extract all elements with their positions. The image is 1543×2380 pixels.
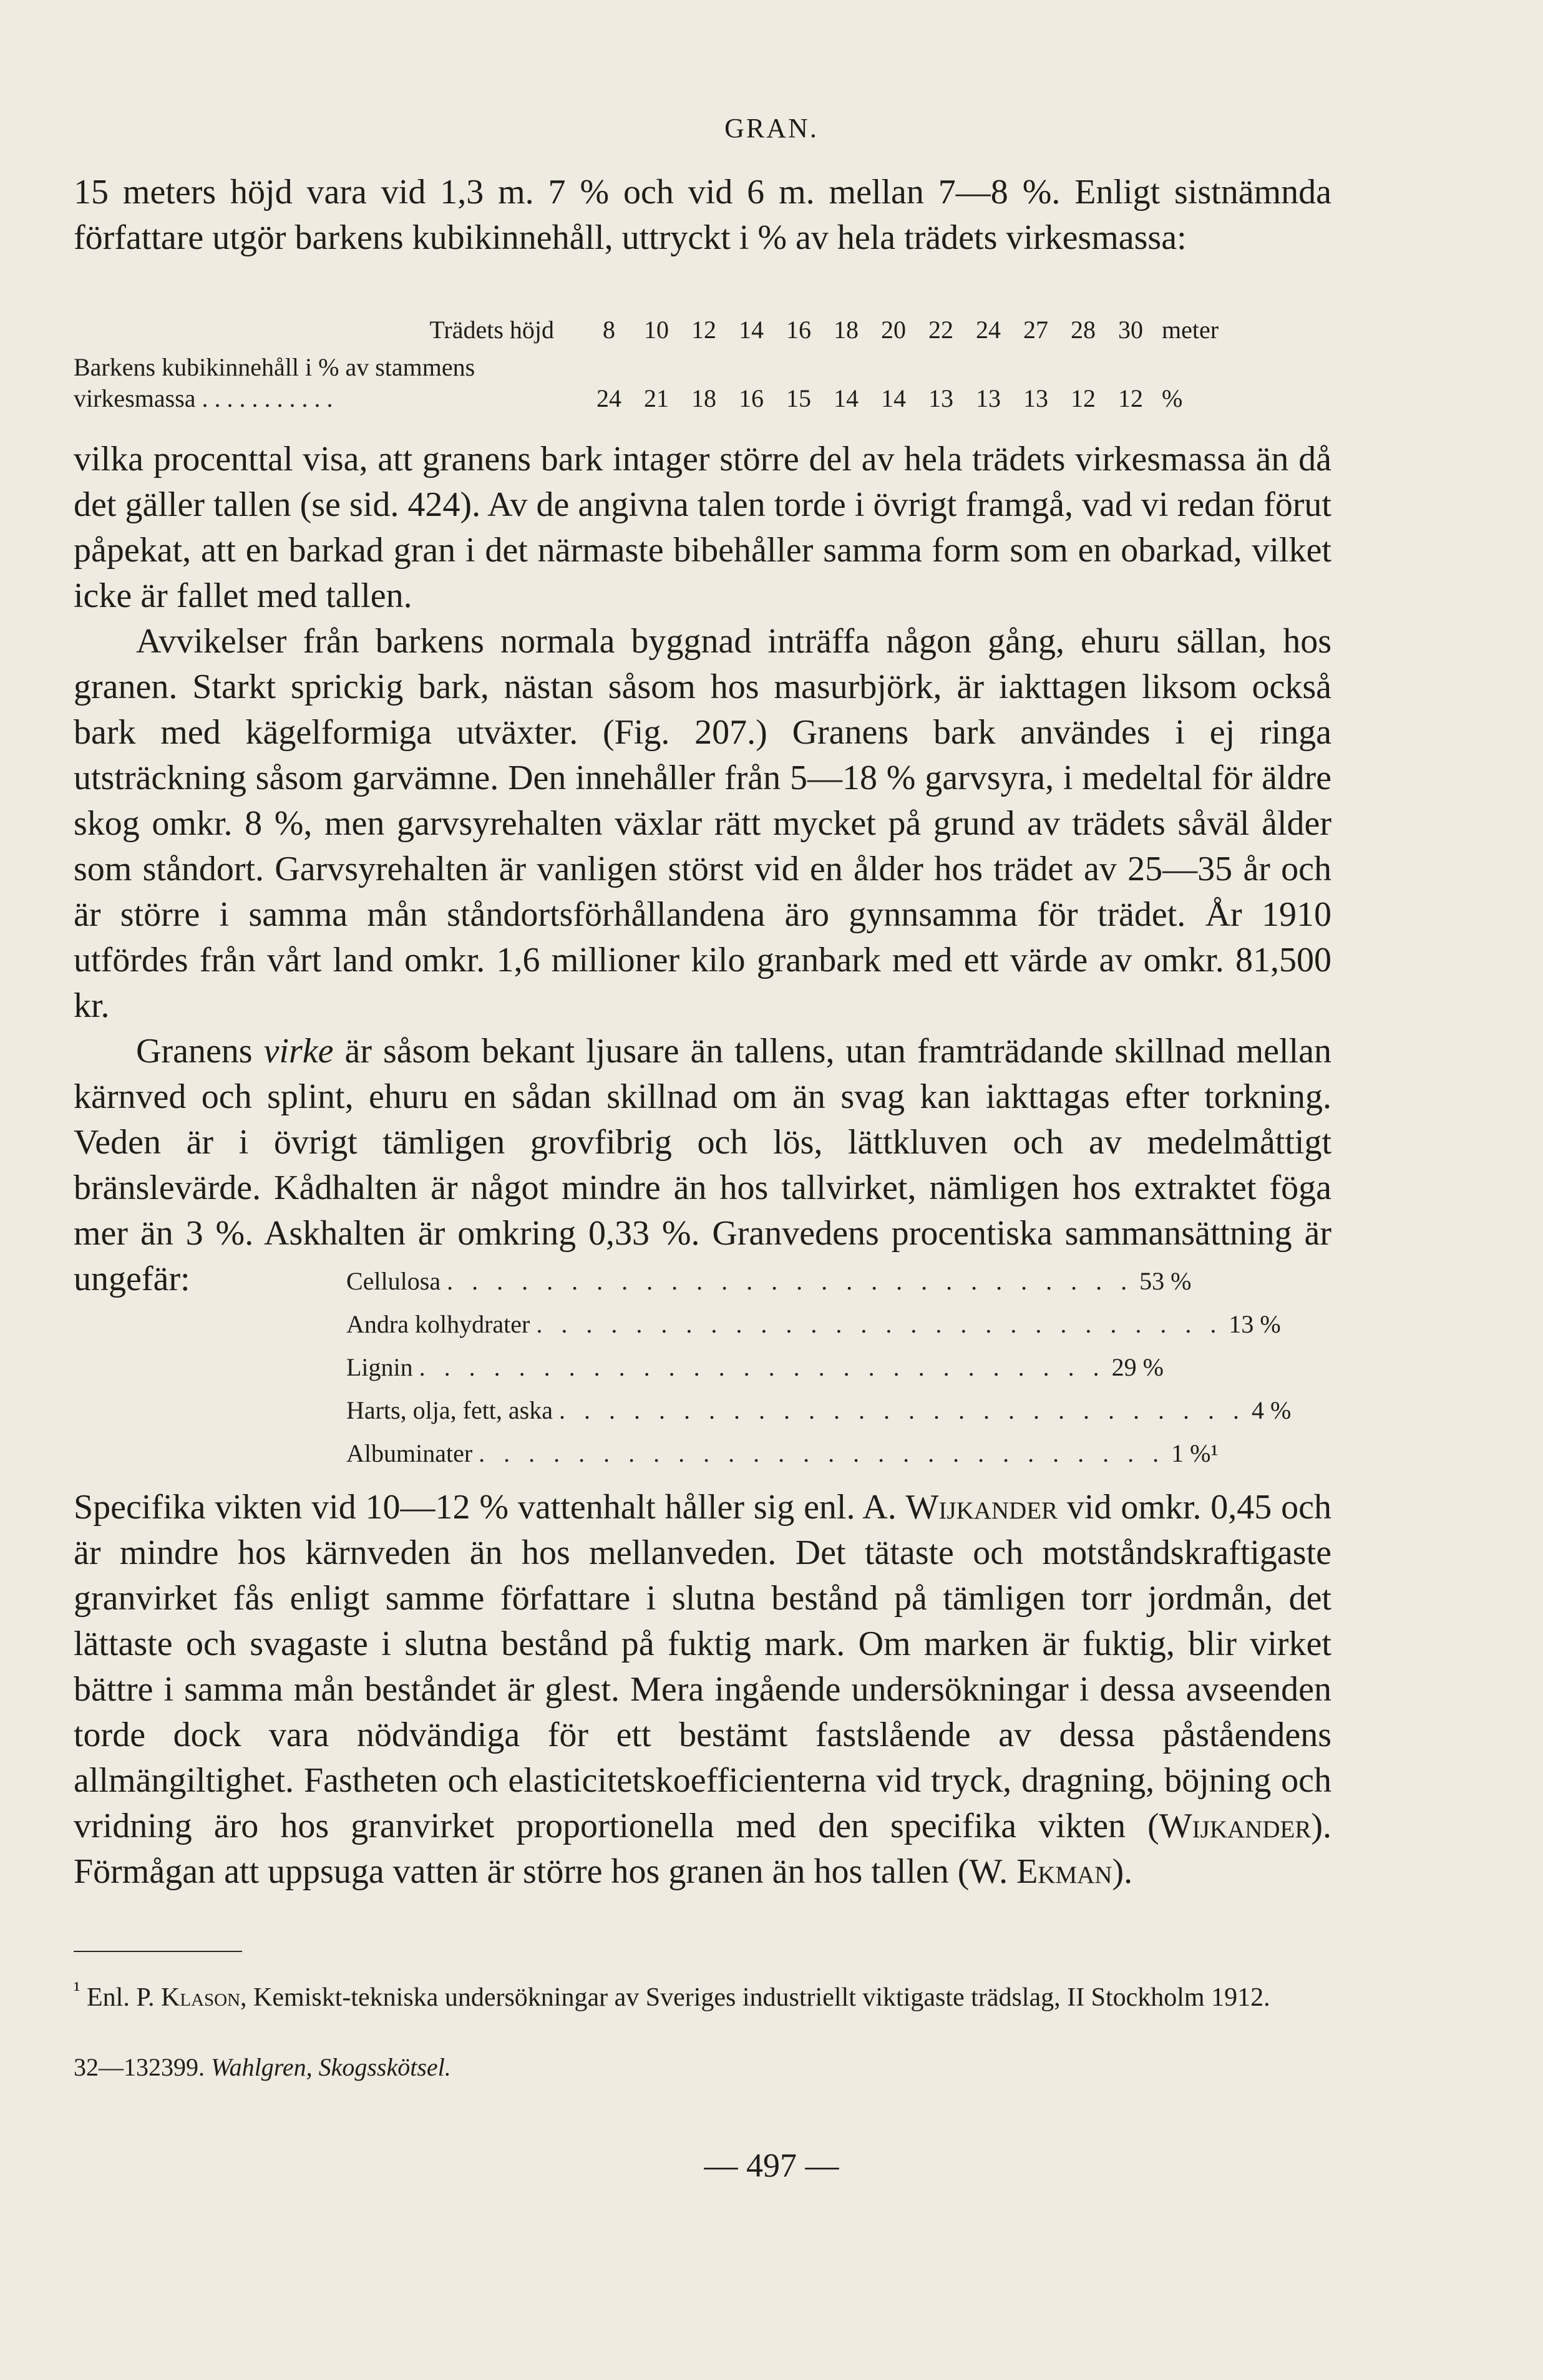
unit-label: meter <box>1162 316 1219 344</box>
leader-dots: . . . . . . . . . . . . . . . . . . . . . . . . . . . . <box>559 1396 1245 1424</box>
table-cell: 12 <box>1071 384 1096 412</box>
table-cell: 20 <box>881 316 906 344</box>
footnote-marker: ¹ <box>74 1977 80 2001</box>
table-cell: 14 <box>834 384 859 412</box>
component-value: 53 % <box>1139 1267 1192 1295</box>
text-span: Enl. P. <box>80 1983 162 2012</box>
row-label-height: Trädets höjd <box>429 316 554 344</box>
text-span: Granens <box>136 1032 264 1071</box>
table-row-height <box>74 315 1331 352</box>
table-cell: 22 <box>928 316 953 344</box>
text-span: , Kemiskt-tekniska undersökningar av Sveriges industriellt viktigaste trädslag, II Stockholm 1912. <box>240 1983 1270 2012</box>
author-name: Wijkander <box>905 1488 1058 1527</box>
footnote-rule <box>74 1951 242 1952</box>
component-name: Harts, olja, fett, aska <box>346 1396 553 1424</box>
text-span: ). <box>1112 1852 1133 1891</box>
page-number: — 497 — <box>704 2147 839 2184</box>
running-header: GRAN. <box>724 113 819 143</box>
leader-dots: . . . . . . . . . . . . . . . . . . . . . . . . . . . . <box>479 1439 1166 1467</box>
component-value: 4 % <box>1252 1396 1292 1424</box>
text-span: Specifika vikten vid 10—12 % vattenhalt håller sig enl. A. <box>74 1488 906 1527</box>
text-span: ). Förmågan att uppsuga vatten är större hos granen än hos tallen (W. <box>74 1807 1331 1891</box>
component-value: 29 % <box>1111 1353 1164 1381</box>
table-row <box>346 1353 1164 1396</box>
table-row <box>346 1309 1281 1353</box>
table-cell: 24 <box>976 316 1001 344</box>
table-cell: 14 <box>739 316 764 344</box>
table-cell: 13 <box>1023 384 1048 412</box>
table-cell: 16 <box>739 384 764 412</box>
printer-line <box>74 2052 451 2082</box>
body-section-3 <box>74 1485 1331 1895</box>
table-row <box>346 1439 1219 1482</box>
author-name: Wijkander <box>1159 1807 1312 1845</box>
component-name: Andra kolhydrater <box>346 1310 530 1338</box>
table-row-bark <box>74 384 1331 421</box>
component-name: Albuminater <box>346 1439 473 1467</box>
text-span: är såsom bekant ljusare än tallens, utan framträdande skillnad mellan kärnved och splint, ehuru en sådan skillnad om än svag kan iakttagas efter torkning. Veden är i övrigt tämligen grovfibrig och lös, lättkluven och av medelmåttigt bränslevärde. Kådhalten är något mindre än hos tallvirket, nämligen hos extraktet föga mer än 3 %. Askhalten är omkring 0,33 %. Granvedens procentiska sammansättning är ungefär: <box>74 1032 1332 1298</box>
table-cell: 27 <box>1023 316 1048 344</box>
table-cell: 21 <box>644 384 669 412</box>
paragraph-intro <box>74 170 1331 261</box>
component-value: 13 % <box>1229 1310 1281 1338</box>
component-name: Cellulosa <box>346 1267 441 1295</box>
author-name: Klason <box>161 1983 241 2012</box>
table-cell: 16 <box>786 316 811 344</box>
table-row <box>346 1396 1292 1439</box>
book-title: Wahlgren, Skogsskötsel. <box>211 2053 451 2081</box>
table-cell: 14 <box>881 384 906 412</box>
table-cell: 10 <box>644 316 669 344</box>
table-cell: 24 <box>596 384 621 412</box>
composition-table <box>346 1266 1292 1482</box>
component-name: Lignin <box>346 1353 413 1381</box>
table-cell: 18 <box>834 316 859 344</box>
row-label-bark-line2: virkesmassa . . . . . . . . . . . <box>74 384 333 412</box>
body-section-2 <box>74 437 1331 1302</box>
table-cell: 13 <box>928 384 953 412</box>
table-cell: 12 <box>691 316 716 344</box>
table-cell: 13 <box>976 384 1001 412</box>
text-span: vid omkr. 0,45 och är mindre hos kärnveden än hos mellanveden. Det tätaste och motståndskraftigaste granvirket fås enligt samme författare i slutna bestånd på tämligen torr jordmån, det lättaste och svagaste i slutna bestånd på fuktig mark. Om marken är fuktig, blir virket bättre i samma mån beståndet är glest. Mera ingående undersökningar i dessa avseenden torde dock vara nödvändiga för ett bestämt fastslående av dessa påståendens allmängiltighet. Fastheten och elasticitetskoefficienterna vid tryck, dragning, böjning och vridning äro hos granvirket proportionella med den specifika vikten ( <box>74 1488 1331 1845</box>
table-row <box>346 1266 1192 1309</box>
leader-dots: . . . . . . . . . . . . . . . . . . . . . . . . . . . . <box>536 1310 1223 1338</box>
table-cell: 8 <box>603 316 615 344</box>
leader-dots: . . . . . . . . . . . . . . . . . . . . . . . . . . . . <box>447 1267 1134 1295</box>
paragraph-3: Avvikelser från barkens normala byggnad inträffa någon gång, ehuru sällan, hos granen. Starkt sprickig bark, nästan såsom hos masurbjörk, är iakttagen liksom också bark med kägelformiga utväxter. (Fig. 207.) Granens bark användes i ej ringa utsträckning såsom garvämne. Den innehåller från 5—18 % garvsyra, i medeltal för äldre skog omkr. 8 %, men garvsyrehalten växlar rätt mycket på grund av trädets såväl ålder som ståndort. Garvsyrehalten är vanligen störst vid en ålder hos trädet av 25—35 år och är större i samma mån ståndortsförhållandena äro gynnsamma för trädet. År 1910 utfördes från vårt land omkr. 1,6 millioner kilo granbark med ett värde av omkr. 81,500 kr. <box>74 622 1331 1025</box>
footnote <box>74 1971 1331 2016</box>
paragraph-2: vilka procenttal visa, att granens bark intager större del av hela trädets virkesmassa än då det gäller tallen (se sid. 424). Av de angivna talen torde i övrigt framgå, vad vi redan förut påpekat, att en barkad gran i det närmaste bibehåller samma form som en obarkad, vilket icke är fallet med tallen. <box>74 440 1331 615</box>
table-cell: 28 <box>1071 316 1096 344</box>
emphasis: virke <box>263 1032 334 1071</box>
bark-volume-table <box>74 315 1331 421</box>
table-cell: 18 <box>691 384 716 412</box>
print-code: 32—132399. <box>74 2053 205 2081</box>
table-cell: 15 <box>786 384 811 412</box>
row-label-bark-line1: Barkens kubikinnehåll i % av stammens <box>74 353 475 381</box>
height-values <box>585 315 1219 344</box>
unit-label: % <box>1162 384 1183 412</box>
leader-dots: . . . . . . . . . . . . . . . . . . . . . . . . . . . . <box>419 1353 1106 1381</box>
paragraph-5 <box>74 1485 1331 1895</box>
component-value: 1 %¹ <box>1171 1439 1219 1467</box>
table-cell: 12 <box>1118 384 1143 412</box>
paragraph-4 <box>74 1029 1331 1302</box>
author-name: Ekman <box>1016 1852 1112 1891</box>
paragraph-1: 15 meters höjd vara vid 1,3 m. 7 % och vid 6 m. mellan 7—8 %. Enligt sistnämnda författare utgör barkens kubikinnehåll, uttryckt i % av hela trädets virkesmassa: <box>74 173 1331 257</box>
table-cell: 30 <box>1118 316 1143 344</box>
bark-values <box>585 384 1182 413</box>
